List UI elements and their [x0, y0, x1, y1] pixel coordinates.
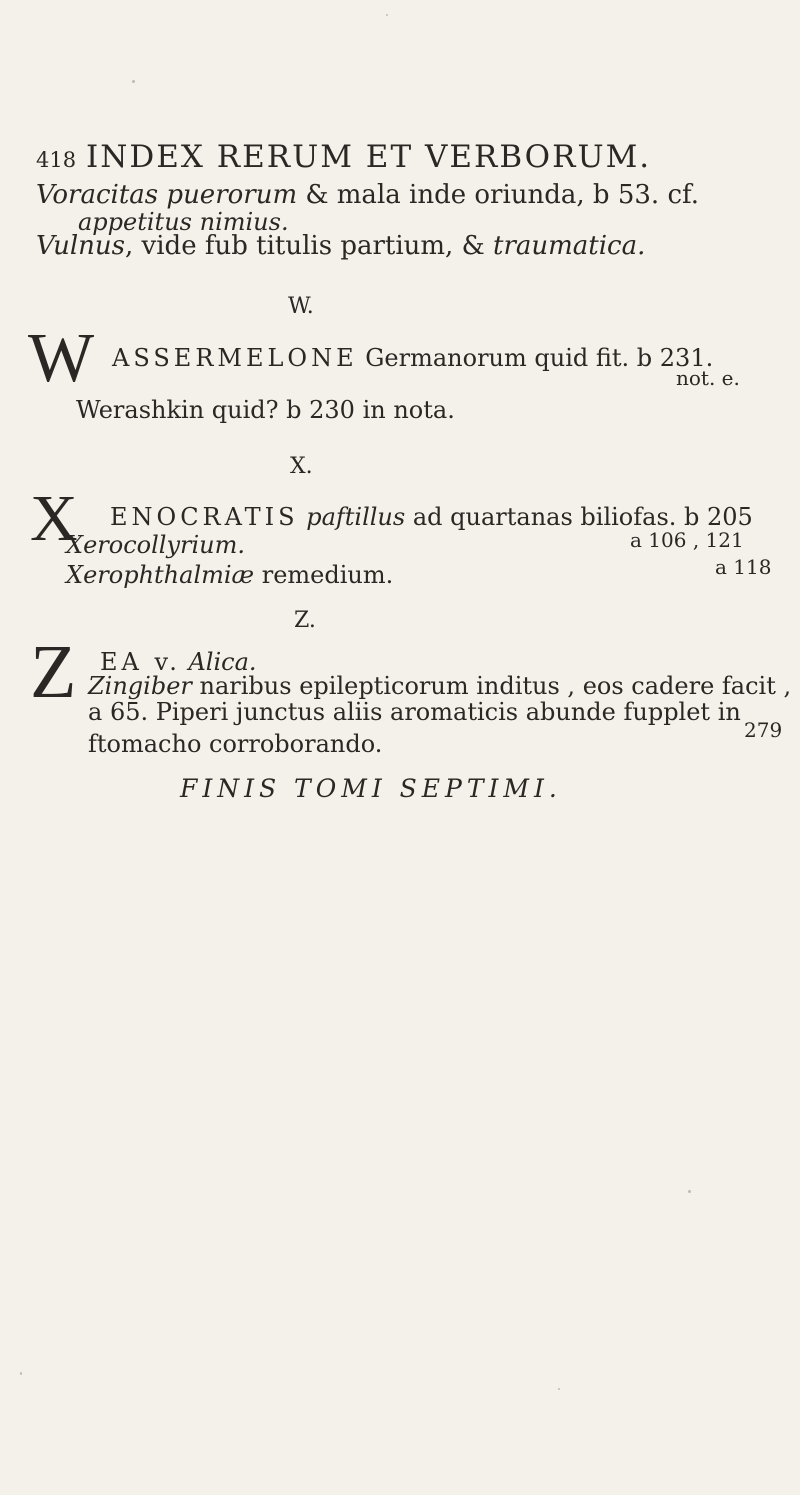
page-number: 418 — [36, 148, 77, 172]
entry-xenocratis-lead: ENOCRATIS — [110, 503, 299, 531]
dropcap-x: X — [30, 482, 78, 555]
entry-xenocratis — [110, 505, 753, 529]
paper-speck — [688, 1190, 691, 1193]
term-zingiber: Zingiber — [88, 672, 192, 700]
finis-tomi: FINIS TOMI SEPTIMI. — [180, 774, 562, 803]
entry-vulnus-text: , vide fub titulis partium, & — [125, 231, 493, 261]
entry-voracitas — [36, 182, 699, 208]
entry-zingiber-text: naribus epilepticorum inditus , eos cadere facit , — [191, 672, 792, 700]
entry-zingiber — [88, 674, 791, 698]
entry-xerophthalmiae-text: remedium. — [254, 561, 394, 589]
entry-vulnus-tail: traumatica. — [493, 231, 646, 261]
paper-speck — [132, 80, 135, 83]
term-vulnus: Vulnus — [36, 231, 126, 261]
term-alica: Alica. — [180, 648, 257, 676]
entry-assermelone-lead: ASSERMELONE — [112, 344, 358, 372]
term-voracitas-rest: puerorum — [158, 180, 298, 210]
entry-zea-lead: EA v. — [100, 648, 181, 676]
entry-zingiber-line2: a 65. Piperi junctus aliis aromaticis abunde fupplet in — [88, 698, 741, 726]
ref-xerocollyrium: a 106 , 121 — [630, 528, 744, 552]
section-letter-w: W. — [288, 294, 314, 319]
section-letter-z: Z. — [294, 608, 316, 633]
entry-xenocratis-text: ad quartanas biliofas. b 205 — [405, 503, 753, 531]
ref-xerophthalmiae: a 118 — [715, 555, 772, 579]
dropcap-w: W — [28, 320, 95, 397]
entry-voracitas-line2: appetitus nimius. — [78, 208, 289, 236]
entry-vulnus — [36, 233, 645, 259]
entry-zea — [100, 650, 257, 674]
paper-speck — [386, 14, 388, 16]
entry-werashkin-text: quid? b 230 in nota. — [204, 396, 455, 424]
entry-assermelone-note: not. e. — [676, 366, 740, 390]
paper-speck — [558, 1388, 560, 1390]
entry-werashkin-lead: Werashkin — [76, 396, 205, 424]
entry-xerophthalmiae — [66, 563, 393, 587]
entry-assermelone-text: Germanorum quid fit. b 231. — [365, 344, 714, 372]
page-header-title: INDEX RERUM ET VERBORUM. — [86, 139, 652, 175]
ref-zingiber: 279 — [744, 718, 783, 742]
entry-zingiber-line3: ftomacho corroborando. — [88, 730, 383, 758]
entry-voracitas-text: & mala inde oriunda, b 53. cf. — [297, 180, 699, 210]
entry-assermelone — [112, 346, 713, 370]
paper-speck — [20, 1372, 22, 1375]
dropcap-z: Z — [30, 630, 77, 714]
entry-werashkin — [76, 398, 455, 422]
term-voracitas: Voracitas — [36, 180, 159, 210]
section-letter-x: X. — [290, 454, 313, 479]
term-xerophthalmiae: Xerophthalmiæ — [66, 561, 255, 589]
term-xerocollyrium: Xerocollyrium. — [66, 531, 246, 559]
term-paftillus: paftillus — [298, 503, 406, 531]
